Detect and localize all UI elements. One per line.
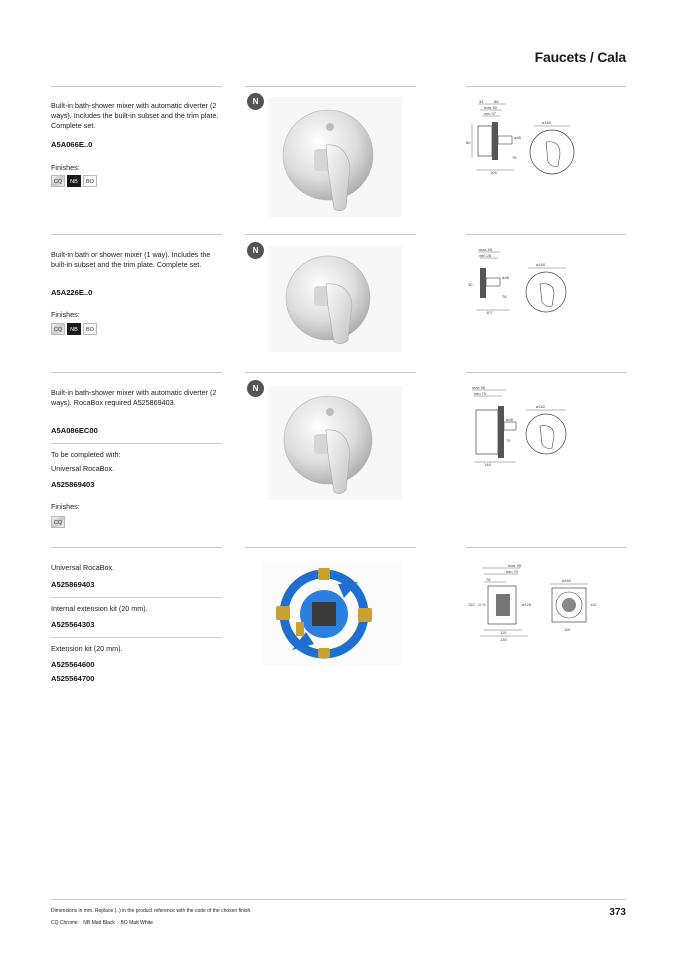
accessory-description: Universal RocaBox. xyxy=(51,563,115,572)
divider xyxy=(466,372,626,373)
dim-label: max 95 xyxy=(508,563,522,568)
divider xyxy=(466,547,626,548)
accessory-description: Internal extension kit (20 mm). xyxy=(51,604,148,613)
dim-label: 110 xyxy=(500,630,507,635)
finish-legend: CQ Chrome NB Matt Black BO Matt White xyxy=(51,920,153,926)
divider xyxy=(51,597,222,598)
product-description: Built-in bath-shower mixer with automatic diverter (2 ways). RocaBox required A525869403. xyxy=(51,388,217,407)
dim-label: 130 xyxy=(500,637,507,642)
finish-chip-matt-white[interactable]: BO xyxy=(83,175,97,187)
to-complete-reference: A525869403 xyxy=(51,480,95,489)
finish-swatches xyxy=(51,175,97,187)
divider xyxy=(245,372,416,373)
dim-label: min 70 xyxy=(474,391,487,396)
finish-swatches xyxy=(51,516,65,528)
finish-swatches xyxy=(51,323,97,335)
product-reference: A5A066E..0 xyxy=(51,140,93,149)
dim-label: 78 xyxy=(502,294,507,299)
dim-label: max 95 xyxy=(472,385,486,390)
dim-label: ø160 xyxy=(542,120,552,125)
dim-label: 34 xyxy=(479,99,484,104)
finish-chip-matt-white[interactable]: BO xyxy=(83,323,97,335)
product-photo xyxy=(268,246,402,352)
mixer-trim-image xyxy=(268,386,402,500)
accessory-description: Extension kit (20 mm). xyxy=(51,644,123,653)
dim-label: min 70 xyxy=(506,569,519,574)
dim-label: ø126 xyxy=(522,602,532,607)
divider xyxy=(245,234,416,235)
finish-chip-chrome[interactable]: CQ xyxy=(51,323,65,335)
dim-label: ø160 xyxy=(562,578,572,583)
to-complete-item: Universal RocaBox. xyxy=(51,464,115,473)
dim-label: G ½ xyxy=(478,602,486,607)
dim-label: 105 xyxy=(490,170,497,175)
rocabox-image xyxy=(262,562,402,666)
dim-label: ø162 xyxy=(536,404,546,409)
product-description: Built-in bath-shower mixer with automatic diverter (2 ways). Includes the built-in subset and the trim plate. Complete set. xyxy=(51,101,219,130)
footer-note: Dimensions in mm. Replace (..) in the product reference with the code of the chosen finish. xyxy=(51,908,252,914)
product-reference: A5A086EC00 xyxy=(51,426,98,435)
dim-label: 148 xyxy=(484,462,491,467)
dim-label: 79 xyxy=(506,438,511,443)
finishes-label: Finishes: xyxy=(51,163,80,172)
technical-drawing xyxy=(466,562,626,642)
divider xyxy=(51,372,222,373)
accessory-reference: A525564600 xyxy=(51,660,95,669)
dim-label: max 50 xyxy=(484,105,498,110)
to-complete-label: To be completed with: xyxy=(51,450,121,459)
footer-divider xyxy=(51,899,626,900)
finish-chip-matt-black[interactable]: NB xyxy=(67,175,81,187)
dim-label: max 55 xyxy=(479,247,493,252)
divider xyxy=(51,443,222,444)
mixer-trim-image xyxy=(268,246,402,352)
dim-label: ø48 xyxy=(506,417,513,422)
dim-label: min 28 xyxy=(479,253,492,258)
divider xyxy=(51,86,222,87)
divider xyxy=(466,234,626,235)
dim-label: ø48 xyxy=(502,275,509,280)
mixer-trim-image xyxy=(268,97,402,217)
accessory-reference: A525869403 xyxy=(51,580,95,589)
accessory-reference: A525564303 xyxy=(51,620,95,629)
product-description: Built-in bath or shower mixer (1 way). Includes the built-in subset and the trim plate. Complete set. xyxy=(51,250,211,269)
dim-label: 110 xyxy=(564,627,571,632)
product-photo xyxy=(268,97,402,217)
new-badge: N xyxy=(247,93,264,110)
dim-label: 152 xyxy=(468,602,475,607)
divider xyxy=(51,547,222,548)
finishes-label: Finishes: xyxy=(51,310,80,319)
dim-label: 85 xyxy=(494,99,499,104)
dim-label: 80 xyxy=(466,140,471,145)
divider xyxy=(51,234,222,235)
divider xyxy=(51,637,222,638)
new-badge: N xyxy=(247,380,264,397)
accessory-reference: A525564700 xyxy=(51,674,95,683)
divider xyxy=(245,547,416,548)
dim-label: 107 xyxy=(486,310,493,315)
dim-label: 110 xyxy=(590,602,597,607)
finish-chip-chrome[interactable]: CQ xyxy=(51,516,65,528)
divider xyxy=(466,86,626,87)
dim-label: ø48 xyxy=(514,135,521,140)
product-reference: A5A226E..0 xyxy=(51,288,93,297)
dim-label: 30 xyxy=(468,282,473,287)
finishes-label: Finishes: xyxy=(51,502,80,511)
product-photo xyxy=(268,386,402,500)
page-number: 373 xyxy=(609,907,626,918)
dim-label: min 37 xyxy=(484,111,497,116)
technical-drawing xyxy=(466,96,626,186)
dim-label: ø160 xyxy=(536,262,546,267)
finish-chip-chrome[interactable]: CQ xyxy=(51,175,65,187)
divider xyxy=(245,86,416,87)
technical-drawing xyxy=(466,246,626,326)
rocabox-photo xyxy=(262,562,402,666)
dim-label: 78 xyxy=(512,155,517,160)
dim-label: 78 xyxy=(486,577,491,582)
new-badge: N xyxy=(247,242,264,259)
page-title: Faucets / Cala xyxy=(534,49,626,65)
finish-chip-matt-black[interactable]: NB xyxy=(67,323,81,335)
technical-drawing xyxy=(466,384,626,468)
